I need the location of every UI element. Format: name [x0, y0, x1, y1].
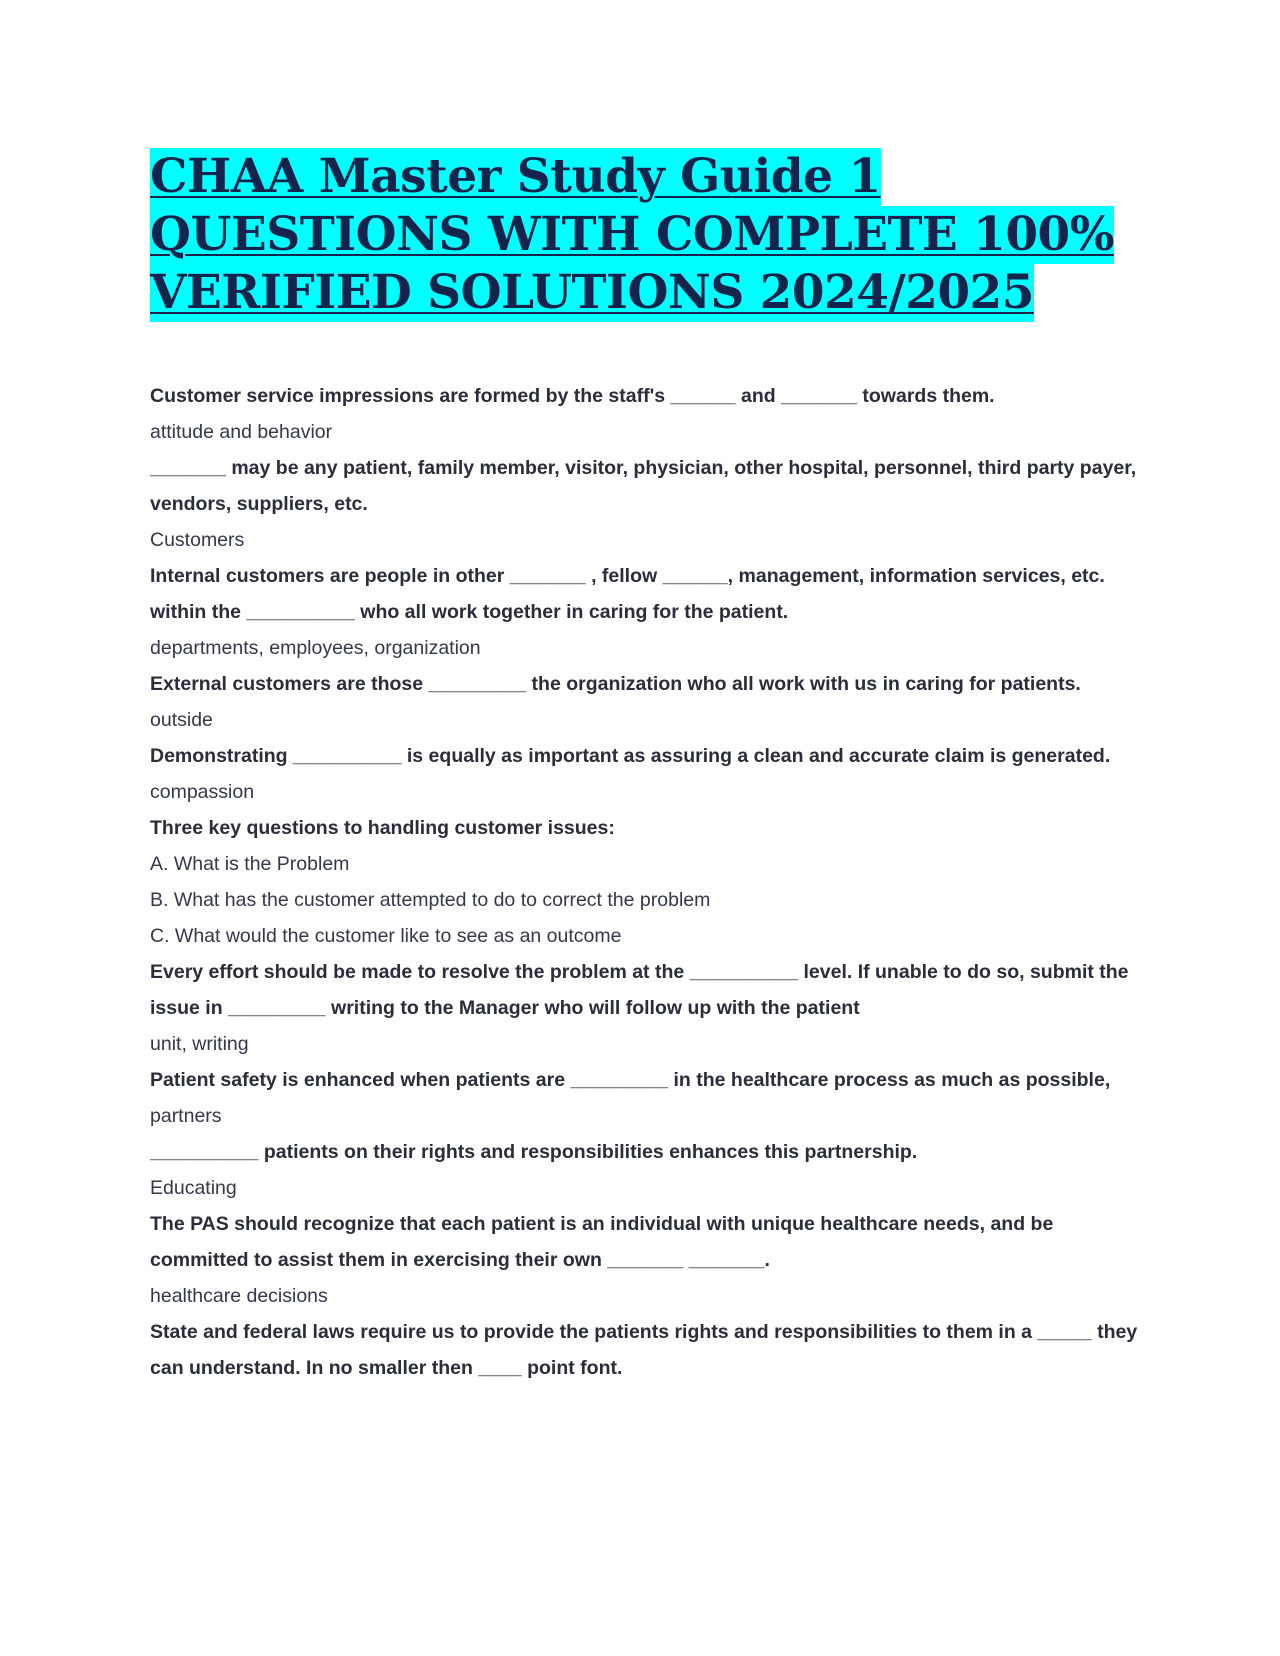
- answer-text: Educating: [150, 1177, 237, 1199]
- document-page: [150, 148, 1140, 1386]
- question-text: Demonstrating __________ is equally as important as assuring a clean and accurate claim is generated.: [150, 745, 1111, 767]
- answer-text: healthcare decisions: [150, 1285, 328, 1307]
- question-text: Three key questions to handling customer issues:: [150, 817, 615, 839]
- title-line: QUESTIONS WITH COMPLETE 100%: [150, 207, 1114, 262]
- question-text: External customers are those _________ the organization who all work with us in caring for patients.: [150, 673, 1081, 695]
- answer-text: C. What would the customer like to see as an outcome: [150, 925, 622, 947]
- answer-text: compassion: [150, 781, 255, 803]
- answer-text: outside: [150, 709, 213, 731]
- answer-text: departments, employees, organization: [150, 637, 481, 659]
- answer-text: attitude and behavior: [150, 421, 333, 443]
- question-text: Patient safety is enhanced when patients are _________ in the healthcare process as much as possible,: [150, 1069, 1111, 1091]
- question-text: The PAS should recognize that each patient is an individual with unique healthcare needs, and be committed to assist them in exercising their own _______ _______.: [150, 1213, 1054, 1271]
- answer-text: B. What has the customer attempted to do to correct the problem: [150, 889, 711, 911]
- title-line: CHAA Master Study Guide 1: [150, 149, 881, 204]
- answer-text: Customers: [150, 529, 245, 551]
- document-title: [150, 148, 1140, 322]
- qa-list: [150, 378, 1140, 1386]
- question-text: State and federal laws require us to provide the patients rights and responsibilities to them in a _____ they can understand. In no smaller then ____ point font.: [150, 1321, 1138, 1379]
- answer-text: partners: [150, 1105, 222, 1127]
- title-line: VERIFIED SOLUTIONS 2024/2025: [150, 265, 1034, 320]
- question-text: Internal customers are people in other _______ , fellow ______, management, information services, etc. within the __________ who all work together in caring for the patient.: [150, 565, 1105, 623]
- question-text: __________ patients on their rights and responsibilities enhances this partnership.: [150, 1141, 918, 1163]
- answer-text: unit, writing: [150, 1033, 249, 1055]
- question-text: _______ may be any patient, family member, visitor, physician, other hospital, personnel, third party payer, vendors, suppliers, etc.: [150, 457, 1137, 515]
- question-text: Customer service impressions are formed by the staff's ______ and _______ towards them.: [150, 385, 995, 407]
- answer-text: A. What is the Problem: [150, 853, 350, 875]
- question-text: Every effort should be made to resolve the problem at the __________ level. If unable to do so, submit the issue in _________ writing to the Manager who will follow up with the patient: [150, 961, 1129, 1019]
